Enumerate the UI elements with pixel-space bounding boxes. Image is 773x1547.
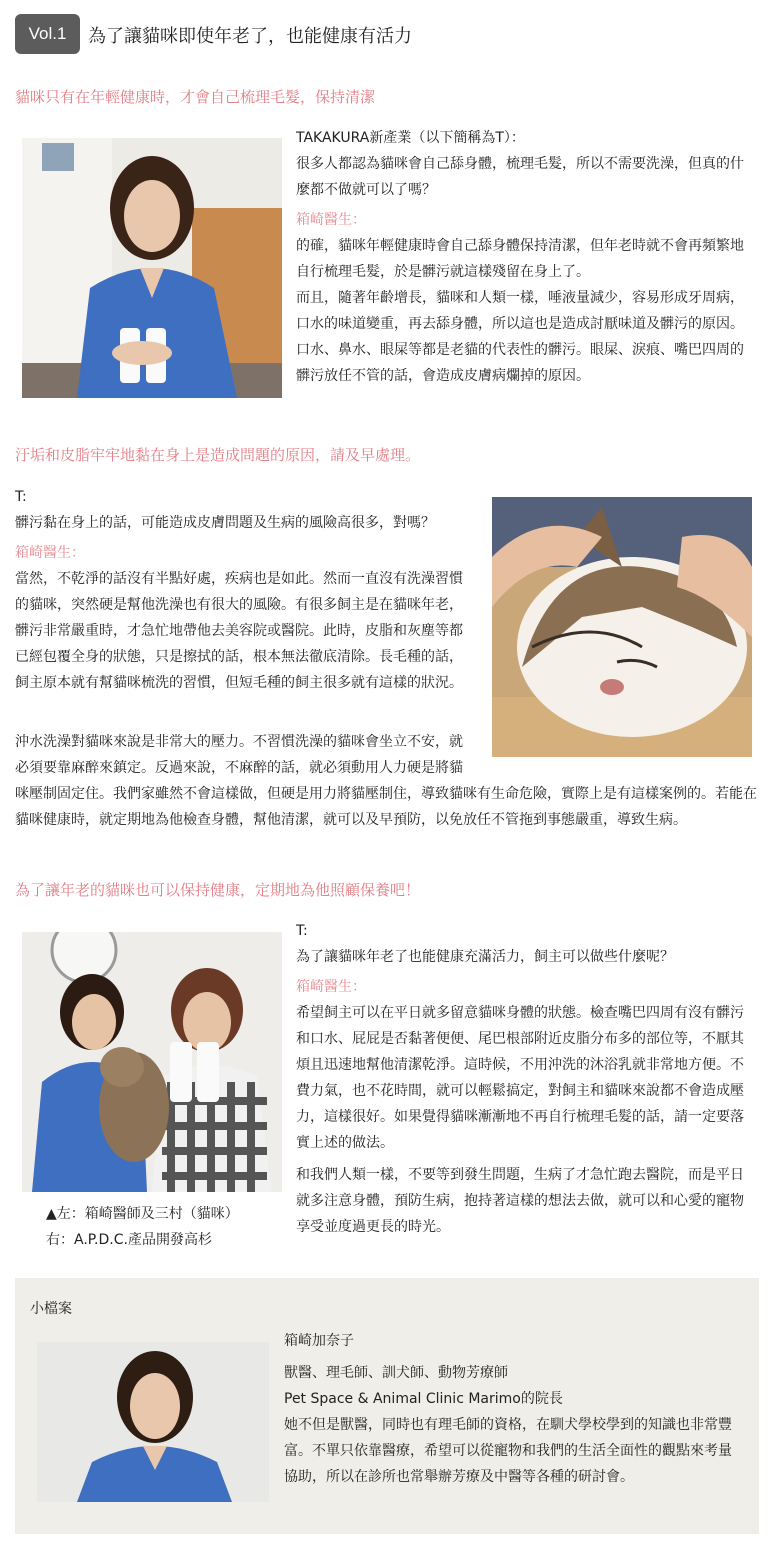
interviewer-label: T: <box>15 489 27 505</box>
vol-badge: Vol.1 <box>15 14 80 54</box>
doctor-label: 箱崎醫生： <box>296 212 366 228</box>
answer-text <box>15 729 760 833</box>
section2-heading: 汙垢和皮脂牢牢地黏在身上是造成問題的原因，請及早處理。 <box>15 446 421 464</box>
section1-text <box>296 125 751 389</box>
doctor-portrait-photo <box>37 1342 269 1502</box>
doctor-with-products-photo <box>22 138 282 398</box>
profile-bio: 她不但是獸醫，同時也有理毛師的資格，在馴犬學校學到的知識也非常豐富。不單只依靠醫療，希望可以從寵物和我們的生活全面性的觀點來考量協助，所以在診所也常舉辦芳療及中醫等各種的研討會。 <box>284 1417 732 1485</box>
answer-text: 而且，隨著年齡增長，貓咪和人類一樣，唾液量減少，容易形成牙周病，口水的味道變重，再去舔身體，所以這也是造成討厭味道及髒污的原因。口水、鼻水、眼屎等都是老貓的代表性的髒污。眼屎、淚痕、嘴巴四周的髒污放任不管的話，會造成皮膚病爛掉的原因。 <box>296 290 744 384</box>
page-title: 為了讓貓咪即使年老了，也能健康有活力 <box>88 26 412 47</box>
profile-text <box>284 1328 744 1490</box>
doctor-label: 箱崎醫生： <box>296 979 366 995</box>
profile-label: 小檔案 <box>30 1301 72 1317</box>
cat-being-petted-photo <box>492 497 752 757</box>
question-text: 很多人都認為貓咪會自己舔身體，梳理毛髮，所以不需要洗澡，但真的什麼都不做就可以了嗎？ <box>296 156 744 198</box>
interviewer-label: T: <box>296 923 308 939</box>
interviewer-label: TAKAKURA新產業（以下簡稱為T）： <box>296 130 525 146</box>
photo-wrap-spacer <box>468 729 760 761</box>
doctor-label: 箱崎醫生： <box>15 545 85 561</box>
answer-text: 的確，貓咪年輕健康時會自己舔身體保持清潔，但年老時就不會再頻繁地自行梳理毛髮，於是髒污就這樣殘留在身上了。 <box>296 238 744 280</box>
question-text: 髒污黏在身上的話，可能造成皮膚問題及生病的風險高很多，對嗎？ <box>15 515 435 531</box>
section1-heading: 貓咪只有在年輕健康時，才會自己梳理毛髮，保持清潔 <box>15 88 376 106</box>
answer-text: 當然，不乾淨的話沒有半點好處，疾病也是如此。然而一直沒有洗澡習慣的貓咪，突然硬是幫他洗澡也有很大的風險。有很多飼主是在貓咪年老，髒污非常嚴重時，才急忙地帶他去美容院或醫院。此時，皮脂和灰塵等都已經包覆全身的狀態，只是擦拭的話，根本無法徹底清除。長毛種的話，飼主原本就有幫貓咪梳洗的習慣，但短毛種的飼主很多就有這樣的狀況。 <box>15 571 463 691</box>
photo-caption-line1: ▲左：箱崎醫師及三村（貓咪） <box>46 1206 239 1222</box>
section2-text-bottom <box>15 729 760 833</box>
section3-text <box>296 918 751 1240</box>
answer-text: 希望飼主可以在平日就多留意貓咪身體的狀態。檢查嘴巴四周有沒有髒污和口水、屁屁是否黏著便便、尾巴根部附近皮脂分布多的部位等，不厭其煩且迅速地幫他清潔乾淨。這時候，不用沖洗的沐浴乳就非常地方便。不費力氣，也不花時間，就可以輕鬆搞定，對飼主和貓咪來說都不會造成壓力，這樣很好。如果覺得貓咪漸漸地不再自行梳理毛髮的話，請一定要落實上述的做法。 <box>296 1005 744 1151</box>
profile-titles: 獸醫、理毛師、訓犬師、動物芳療師 <box>284 1365 508 1381</box>
answer-text-content: 沖水洗澡對貓咪來說是非常大的壓力。不習慣洗澡的貓咪會坐立不安，就必須要靠麻醉來鎮定。反過來說，不麻醉的話，就必須動用人力硬是將貓咪壓制固定住。我們家雖然不會這樣做，但硬是用力將貓壓制住，導致貓咪有生命危險，實際上是有這樣案例的。若能在貓咪健康時，就定期地為他檢查身體，幫他清潔，就可以及早預防，以免放任不管拖到事態嚴重，導致生病。 <box>15 734 757 828</box>
doctor-and-staff-with-cat-photo <box>22 932 282 1192</box>
answer-text: 和我們人類一樣，不要等到發生問題，生病了才急忙跑去醫院，而是平日就多注意身體，預防生病，抱持著這樣的想法去做，就可以和心愛的寵物享受並度過更長的時光。 <box>296 1167 744 1235</box>
photo-caption-line2: 右：A.P.D.C.產品開發高杉 <box>46 1232 212 1248</box>
profile-clinic: Pet Space & Animal Clinic Marimo的院長 <box>284 1391 563 1407</box>
section2-text-top <box>15 484 470 696</box>
profile-name: 箱崎加奈子 <box>284 1333 354 1349</box>
section3-heading: 為了讓年老的貓咪也可以保持健康，定期地為他照顧保養吧！ <box>15 881 421 899</box>
question-text: 為了讓貓咪年老了也能健康充滿活力，飼主可以做些什麼呢？ <box>296 949 674 965</box>
